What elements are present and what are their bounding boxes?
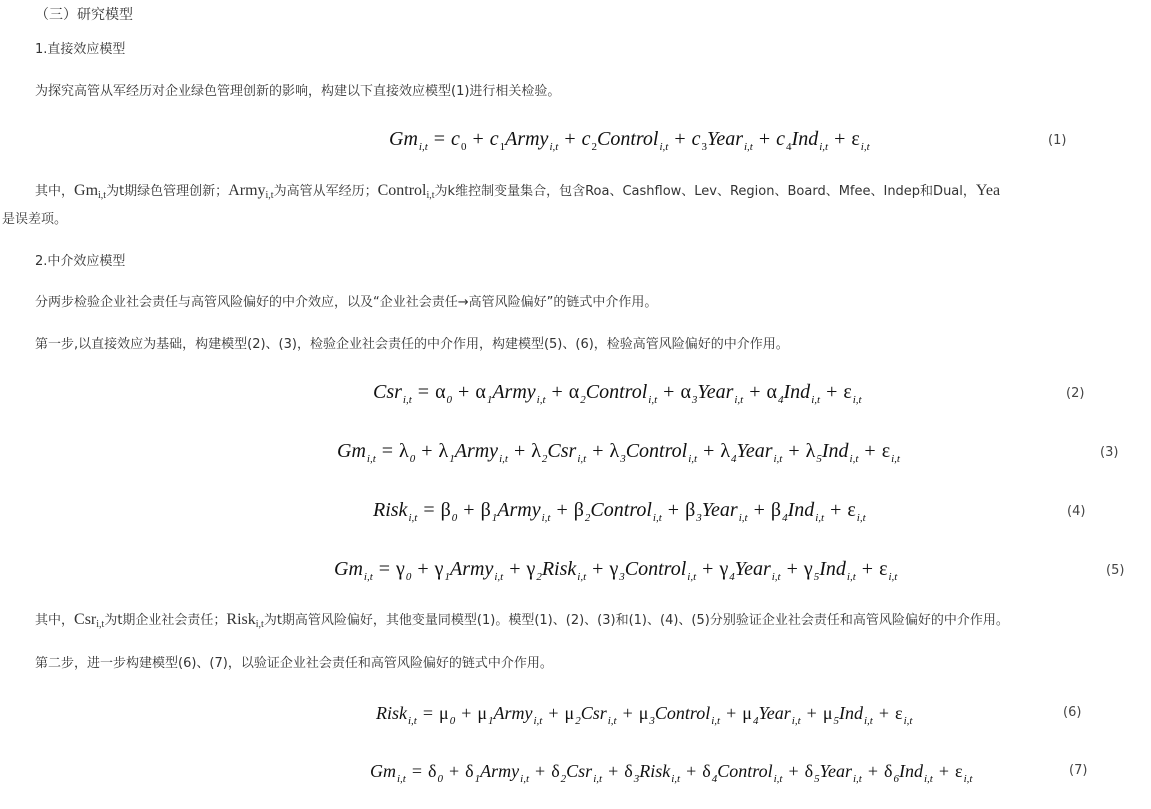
plus-sign: + <box>608 761 619 781</box>
coefficient: $\delta_5$ <box>804 761 820 785</box>
plus-sign: + <box>417 558 429 580</box>
coefficient-index: 2 <box>560 773 567 785</box>
equation-subscript: i,t <box>363 571 373 583</box>
plus-sign: + <box>749 381 761 403</box>
equation-3 <box>337 437 900 473</box>
equation-subscript: i,t <box>533 715 543 727</box>
math-variable: Csr$_{i,t}$ <box>74 611 105 630</box>
plus-sign: + <box>551 381 563 403</box>
equation-subscript: i,t <box>520 773 530 785</box>
coefficient: $\mu_0$ <box>439 703 456 727</box>
coefficient-index: 1 <box>491 512 498 524</box>
plus-sign: + <box>834 128 846 150</box>
equation-variable: Year$_{i,t}$ <box>734 558 781 583</box>
equation-subscript: i,t <box>408 512 418 524</box>
coefficient: $\lambda_3$ <box>609 440 626 465</box>
equation-number-4: (4) <box>1067 504 1086 519</box>
equation-lhs: $Gm_{i,t}$ <box>389 128 428 153</box>
plus-sign: + <box>421 440 433 462</box>
equation-subscript: i,t <box>577 453 587 465</box>
equation-subscript: i,t <box>863 715 873 727</box>
equation-variable: Army$_{i,t}$ <box>493 703 543 727</box>
equation-subscript: i,t <box>577 571 587 583</box>
plus-sign: + <box>472 128 484 150</box>
section-title: （三）研究模型 <box>35 7 133 23</box>
coefficient-index: 5 <box>833 715 839 727</box>
math-variable: Army$_{i,t}$ <box>228 182 274 201</box>
equation-variable: Risk$_{i,t}$ <box>639 761 681 785</box>
text-segment: 其中， <box>35 613 75 628</box>
equation-subscript: i,t <box>397 773 406 785</box>
coefficient-index: 5 <box>814 773 820 785</box>
subsection-title-direct-effect: 1.直接效应模型 <box>35 42 126 57</box>
equation-subscript: i,t <box>773 773 783 785</box>
variable-definition-continuation: 是误差项。 <box>2 212 68 227</box>
equation-subscript: i,t <box>852 394 862 406</box>
coefficient: $\gamma_5$ <box>803 558 820 583</box>
coefficient-index: 3 <box>691 394 698 406</box>
equation-subscript: i,t <box>903 715 913 727</box>
equation-variable: Ind$_{i,t}$ <box>898 761 933 785</box>
coefficient: $\beta_4$ <box>770 499 788 524</box>
equation-variable: Year$_{i,t}$ <box>707 128 753 153</box>
coefficient: $\mu_4$ <box>742 703 759 727</box>
math-variable: Control$_{i,t}$ <box>377 182 435 201</box>
equation-subscript: i,t <box>846 571 856 583</box>
coefficient-index: 1 <box>444 571 451 583</box>
equation-subscript: i,t <box>418 141 428 153</box>
equation-5 <box>334 555 897 591</box>
plus-sign: + <box>556 499 568 521</box>
plus-sign: + <box>786 558 798 580</box>
equation-variable: Control$_{i,t}$ <box>625 440 698 465</box>
plus-sign: + <box>702 558 714 580</box>
equation-variable: Year$_{i,t}$ <box>819 761 862 785</box>
coefficient-index: 0 <box>451 512 458 524</box>
plus-sign: + <box>726 703 737 723</box>
coefficient-index: 3 <box>701 141 708 153</box>
math-subscript: i,t <box>98 190 107 201</box>
equation-variable: Army$_{i,t}$ <box>480 761 530 785</box>
math-subscript: i,t <box>255 619 264 630</box>
equation-lhs: $Gm_{i,t}$ <box>334 558 373 583</box>
coefficient-index: 2 <box>580 394 586 406</box>
text-segment: 为t期绿色管理创新； <box>106 184 229 199</box>
equation-lhs: Risk$_{i,t}$ <box>376 703 417 727</box>
equation-subscript: i,t <box>734 394 744 406</box>
equation-lhs: $Gm_{i,t}$ <box>370 761 406 785</box>
equation-subscript: i,t <box>648 394 658 406</box>
plus-sign: + <box>864 440 876 462</box>
equation-subscript: i,t <box>815 512 825 524</box>
coefficient-index: 2 <box>591 141 597 153</box>
equation-variable: Control$_{i,t}$ <box>654 703 721 727</box>
equation-subscript: i,t <box>607 715 617 727</box>
coefficient: $\mu_1$ <box>477 703 494 727</box>
equation-subscript: i,t <box>738 512 748 524</box>
coefficient-index: 1 <box>499 141 506 153</box>
plus-sign: + <box>535 761 546 781</box>
equation-variable: Csr$_{i,t}$ <box>566 761 603 785</box>
coefficient-index: 4 <box>729 571 735 583</box>
step-two-paragraph: 第二步，进一步构建模型(6)、(7)，以验证企业社会责任和高管风险偏好的链式中介作用。 <box>35 656 553 671</box>
equation-subscript: i,t <box>711 715 721 727</box>
coefficient: $\mu_2$ <box>564 703 581 727</box>
equals-sign: = <box>411 761 423 781</box>
equation-subscript: i,t <box>923 773 933 785</box>
equation-subscript: i,t <box>687 571 697 583</box>
coefficient-index: 3 <box>633 773 640 785</box>
equation-variable: Ind$_{i,t}$ <box>783 381 821 406</box>
equation-subscript: i,t <box>536 394 546 406</box>
coefficient: $\gamma_4$ <box>719 558 735 583</box>
coefficient-index: 2 <box>536 571 542 583</box>
coefficient: $\beta_2$ <box>573 499 591 524</box>
equation-variable: Control$_{i,t}$ <box>624 558 697 583</box>
equation-variable: Csr$_{i,t}$ <box>547 440 587 465</box>
equation-variable: Year$_{i,t}$ <box>697 381 744 406</box>
coefficient: $\mu_5$ <box>822 703 839 727</box>
coefficient: $c_2$ <box>581 128 597 153</box>
coefficient: $\lambda_2$ <box>531 440 548 465</box>
error-term: $\varepsilon_{i,t}$ <box>955 761 973 785</box>
equals-sign: = <box>417 381 430 403</box>
coefficient: $\delta_4$ <box>702 761 718 785</box>
coefficient-index: 1 <box>449 453 455 465</box>
text-segment: 为k维控制变量集合，包含Roa、Cashflow、Lev、Region、Board、Mfee、Indep和Dual， <box>434 184 976 199</box>
equation-variable: Ind$_{i,t}$ <box>819 558 856 583</box>
plus-sign: + <box>458 381 470 403</box>
coefficient-index: 0 <box>405 571 412 583</box>
coefficient-index: 4 <box>786 141 792 153</box>
equation-variable: Year$_{i,t}$ <box>758 703 801 727</box>
plus-sign: + <box>548 703 559 723</box>
coefficient: $\delta_6$ <box>883 761 899 785</box>
equation-subscript: i,t <box>671 773 681 785</box>
plus-sign: + <box>663 381 675 403</box>
coefficient: $\delta_2$ <box>551 761 567 785</box>
coefficient-index: 4 <box>752 715 759 727</box>
equation-number-3: (3) <box>1100 445 1119 460</box>
coefficient: $\lambda_5$ <box>805 440 822 465</box>
equals-sign: = <box>422 703 434 723</box>
equals-sign: = <box>381 440 394 462</box>
plus-sign: + <box>667 499 680 521</box>
equation-subscript: i,t <box>852 773 862 785</box>
equation-variable: Control$_{i,t}$ <box>717 761 783 785</box>
equation-number-6: (6) <box>1063 705 1082 720</box>
math-subscript: i,t <box>426 190 435 201</box>
text-segment: 为t期高管风险偏好，其他变量同模型(1)。模型(1)、(2)、(3)和(1)、(4)、(5)分别验证企业社会责任和高管风险偏好的中介作用。 <box>263 613 1009 628</box>
plus-sign: + <box>513 440 526 462</box>
equation-variable: Ind$_{i,t}$ <box>838 703 873 727</box>
equation-variable: Year$_{i,t}$ <box>701 499 748 524</box>
plus-sign: + <box>830 499 842 521</box>
error-term: $\varepsilon_{i,t}$ <box>847 499 866 524</box>
coefficient: $c_0$ <box>451 128 467 153</box>
plus-sign: + <box>806 703 817 723</box>
equation-subscript: i,t <box>688 453 698 465</box>
equation-4 <box>373 496 866 532</box>
coefficient-index: 3 <box>649 715 655 727</box>
equals-sign: = <box>423 499 435 521</box>
equation-subscript: i,t <box>849 453 859 465</box>
equation-variable: Ind$_{i,t}$ <box>821 440 859 465</box>
error-term: $\varepsilon_{i,t}$ <box>879 558 898 583</box>
equation-lhs: Risk$_{i,t}$ <box>373 499 418 524</box>
plus-sign: + <box>463 499 475 521</box>
step-one-paragraph: 第一步,以直接效应为基础，构建模型(2)、(3)，检验企业社会责任的中介作用，构建模型(5)、(6)，检验高管风险偏好的中介作用。 <box>35 337 789 352</box>
equation-variable: Army$_{i,t}$ <box>497 499 551 524</box>
coefficient: $\alpha_3$ <box>680 381 698 406</box>
equation-variable: Control$_{i,t}$ <box>590 499 662 524</box>
plus-sign: + <box>758 128 771 150</box>
equation-subscript: i,t <box>856 512 866 524</box>
math-variable: Risk$_{i,t}$ <box>226 611 264 630</box>
equation-subscript: i,t <box>494 571 504 583</box>
coefficient: $c_3$ <box>691 128 708 153</box>
coefficient-index: 4 <box>731 453 737 465</box>
equation-subscript: i,t <box>743 141 753 153</box>
equation-subscript: i,t <box>659 141 669 153</box>
plus-sign: + <box>703 440 715 462</box>
plus-sign: + <box>938 761 949 781</box>
coefficient-index: 2 <box>541 453 548 465</box>
plus-sign: + <box>826 381 838 403</box>
plus-sign: + <box>753 499 765 521</box>
coefficient-index: 0 <box>409 453 416 465</box>
error-term: $\varepsilon_{i,t}$ <box>881 440 900 465</box>
equation-subscript: i,t <box>791 715 801 727</box>
math-subscript: i,t <box>265 190 274 201</box>
equation-7 <box>370 757 972 793</box>
equation-subscript: i,t <box>366 453 376 465</box>
plus-sign: + <box>878 703 890 723</box>
equation-subscript: i,t <box>771 571 781 583</box>
equation-subscript: i,t <box>963 773 973 785</box>
equation-subscript: i,t <box>819 141 829 153</box>
intro-paragraph-direct-effect: 为探究高管从军经历对企业绿色管理创新的影响，构建以下直接效应模型(1)进行相关检验。 <box>35 84 561 99</box>
intro-paragraph-mediation: 分两步检验企业社会责任与高管风险偏好的中介效应，以及“企业社会责任→高管风险偏好”的链式中介作用。 <box>35 295 658 310</box>
equals-sign: = <box>433 128 446 150</box>
plus-sign: + <box>686 761 697 781</box>
plus-sign: + <box>674 128 686 150</box>
equation-lhs: Csr$_{i,t}$ <box>373 381 412 406</box>
equation-subscript: i,t <box>499 453 508 465</box>
coefficient: $\lambda_1$ <box>438 440 455 465</box>
equals-sign: = <box>378 558 391 580</box>
coefficient-index: 3 <box>620 453 626 465</box>
math-variable: $Gm_{i,t}$ <box>74 182 107 201</box>
plus-sign: + <box>592 558 604 580</box>
coefficient: $\alpha_0$ <box>435 381 453 406</box>
coefficient-index: 0 <box>437 773 444 785</box>
math-variable: Yea <box>975 182 1001 199</box>
coefficient: $\beta_1$ <box>480 499 498 524</box>
coefficient-index: 4 <box>782 512 788 524</box>
equation-variable: Army$_{i,t}$ <box>454 440 508 465</box>
plus-sign: + <box>449 761 460 781</box>
coefficient-index: 1 <box>486 394 493 406</box>
subsection-title-mediation: 2.中介效应模型 <box>35 254 126 269</box>
coefficient: $\delta_1$ <box>465 761 481 785</box>
coefficient-index: 3 <box>619 571 625 583</box>
equation-subscript: i,t <box>888 571 898 583</box>
equation-subscript: i,t <box>541 512 551 524</box>
plus-sign: + <box>788 440 800 462</box>
equation-number-2: (2) <box>1066 386 1085 401</box>
equation-variable: Ind$_{i,t}$ <box>787 499 825 524</box>
equation-variable: Control$_{i,t}$ <box>596 128 669 153</box>
coefficient-index: 0 <box>460 141 467 153</box>
coefficient-index: 0 <box>446 394 453 406</box>
error-term: $\varepsilon_{i,t}$ <box>843 381 862 406</box>
coefficient-index: 2 <box>584 512 591 524</box>
coefficient-index: 4 <box>711 773 718 785</box>
coefficient-index: 1 <box>474 773 481 785</box>
coefficient-index: 1 <box>488 715 494 727</box>
equation-variable: Control$_{i,t}$ <box>585 381 658 406</box>
equation-subscript: i,t <box>811 394 821 406</box>
coefficient: $\mu_3$ <box>638 703 655 727</box>
equation-6 <box>376 699 912 735</box>
equation-variable: Ind$_{i,t}$ <box>791 128 829 153</box>
coefficient: $\lambda_4$ <box>720 440 737 465</box>
equation-subscript: i,t <box>402 394 412 406</box>
plus-sign: + <box>867 761 878 781</box>
equation-lhs: $Gm_{i,t}$ <box>337 440 376 465</box>
error-term: $\varepsilon_{i,t}$ <box>851 128 870 153</box>
equation-subscript: i,t <box>593 773 603 785</box>
plus-sign: + <box>461 703 472 723</box>
text-segment: 其中， <box>35 184 75 199</box>
equation-variable: Csr$_{i,t}$ <box>580 703 617 727</box>
plus-sign: + <box>509 558 521 580</box>
variable-definition-paragraph-2 <box>35 611 1009 634</box>
equation-number-5: (5) <box>1106 563 1125 578</box>
coefficient: $\lambda_0$ <box>399 440 416 465</box>
error-term: $\varepsilon_{i,t}$ <box>895 703 913 727</box>
equation-variable: Army$_{i,t}$ <box>505 128 559 153</box>
coefficient: $\delta_0$ <box>428 761 444 785</box>
equation-subscript: i,t <box>773 453 783 465</box>
coefficient: $\gamma_2$ <box>526 558 542 583</box>
coefficient-index: 5 <box>813 571 820 583</box>
coefficient: $\alpha_4$ <box>766 381 784 406</box>
coefficient: $\beta_0$ <box>440 499 458 524</box>
coefficient-index: 3 <box>696 512 702 524</box>
plus-sign: + <box>592 440 604 462</box>
coefficient: $\gamma_3$ <box>609 558 625 583</box>
coefficient-index: 2 <box>575 715 581 727</box>
coefficient: $\alpha_2$ <box>568 381 586 406</box>
equation-subscript: i,t <box>652 512 662 524</box>
text-segment: 为t期企业社会责任； <box>104 613 227 628</box>
variable-definition-paragraph-1 <box>35 182 1151 205</box>
plus-sign: + <box>564 128 576 150</box>
equation-1 <box>389 125 870 161</box>
equation-number-1: (1) <box>1048 133 1067 148</box>
equation-variable: Army$_{i,t}$ <box>450 558 504 583</box>
equation-variable: Year$_{i,t}$ <box>736 440 783 465</box>
equation-subscript: i,t <box>860 141 870 153</box>
text-segment: 为高管从军经历； <box>273 184 378 199</box>
equation-subscript: i,t <box>408 715 417 727</box>
coefficient-index: 4 <box>778 394 784 406</box>
coefficient-index: 5 <box>816 453 822 465</box>
coefficient: $\alpha_1$ <box>475 381 493 406</box>
equation-variable: Risk$_{i,t}$ <box>541 558 587 583</box>
coefficient: $\delta_3$ <box>624 761 640 785</box>
coefficient: $c_4$ <box>776 128 792 153</box>
plus-sign: + <box>788 761 799 781</box>
equation-number-7: (7) <box>1069 763 1088 778</box>
coefficient: $\gamma_0$ <box>396 558 412 583</box>
coefficient-index: 0 <box>449 715 456 727</box>
coefficient: $\beta_3$ <box>685 499 702 524</box>
equation-variable: Army$_{i,t}$ <box>492 381 546 406</box>
coefficient: $\gamma_1$ <box>434 558 451 583</box>
plus-sign: + <box>861 558 874 580</box>
plus-sign: + <box>622 703 633 723</box>
coefficient-index: 6 <box>893 773 899 785</box>
equation-subscript: i,t <box>891 453 900 465</box>
equation-2 <box>373 378 862 414</box>
coefficient: $c_1$ <box>489 128 506 153</box>
math-subscript: i,t <box>96 619 105 630</box>
equation-subscript: i,t <box>549 141 559 153</box>
